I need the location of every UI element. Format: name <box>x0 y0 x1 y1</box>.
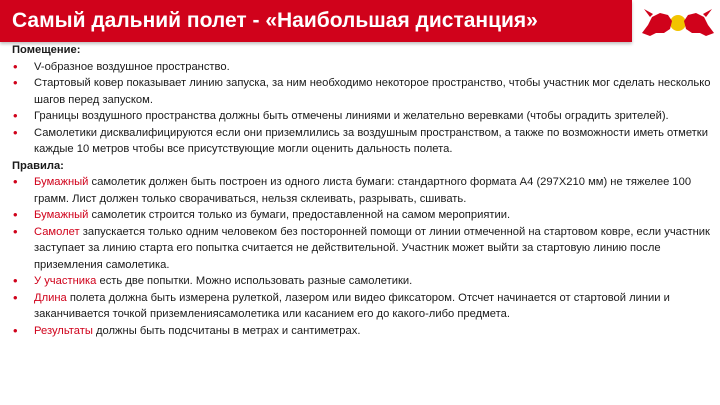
premises-item <box>12 108 712 125</box>
title-bar <box>0 0 632 42</box>
bullet-icon: • <box>13 207 18 222</box>
rules-heading: Правила: <box>12 159 64 172</box>
rules-item-keyword: Результаты <box>34 324 93 337</box>
premises-list <box>12 59 712 158</box>
premises-item-text: V-образное воздушное пространство. <box>34 60 230 73</box>
bullet-icon: • <box>13 75 18 90</box>
rules-item <box>12 207 712 224</box>
bullet-icon: • <box>13 124 18 140</box>
premises-item-text: Границы воздушного пространства должны быть отмечены линиями и желательно веревками (чтобы оградить зрителей). <box>34 110 669 122</box>
rules-list <box>12 174 712 339</box>
bullet-icon: • <box>13 273 18 288</box>
rules-item-text: полета должна быть измерена рулеткой, лазером или видео фиксатором. Отсчет начинается от стартовой линии и заканчивается точкой приземлениясамолетика или касанием его до какого-либо предмета. <box>34 291 670 320</box>
bullet-icon: • <box>13 58 18 74</box>
rules-item-text: должны быть подсчитаны в метрах и сантиметрах. <box>92 324 361 337</box>
premises-item-text: Стартовый ковер показывает линию запуска, за ним необходимо некоторое пространство, чтобы участник мог сделать несколько шагов перед запуском. <box>34 77 711 106</box>
rules-item-text: самолетик должен быть построен из одного листа бумаги: стандартного формата А4 (297Х210 мм) не тяжелее 100 грамм. Лист должен только сворачиваться, нельзя склеивать, разрывать, сшивать. <box>34 176 692 205</box>
rules-item-keyword: Бумажный <box>34 209 89 221</box>
rules-item <box>12 273 712 290</box>
rules-item-text: самолетик строится только из бумаги, предоставленной на самом мероприятии. <box>88 209 511 221</box>
rules-item-keyword: Самолет <box>34 225 80 238</box>
rules-item <box>12 323 712 340</box>
premises-item-text: Самолетики дисквалифицируются если они приземлились за воздушным пространством, а также по возможности иметь отметки каждые 10 метров чтобы все присутствующие могли оценить дальность полета. <box>34 126 708 155</box>
slide-title: Самый дальний полет - «Наибольшая дистанция» <box>12 9 538 32</box>
rules-item <box>12 174 712 207</box>
rules-item-keyword: Бумажный <box>34 176 89 188</box>
rules-item-keyword: У участника <box>34 275 97 287</box>
premises-heading: Помещение: <box>12 44 81 56</box>
red-bull-logo-icon <box>640 3 716 43</box>
premises-item <box>12 59 712 76</box>
rules-item-text: запускается только одним человеком без посторонней помощи от линии отмеченной на стартовом ковре, если участник заступает за линию старта его попытка считается не действительной. Участник может выйти за стартовую линию после приземления самолетика. <box>34 225 710 271</box>
rules-item-keyword: Длина <box>34 291 67 304</box>
premises-item <box>12 125 712 158</box>
bullet-icon: • <box>13 108 18 123</box>
premises-item <box>12 75 712 108</box>
bullet-icon: • <box>13 174 18 189</box>
bullet-icon: • <box>13 322 18 338</box>
rules-item-text: есть две попытки. Можно использовать разные самолетики. <box>96 275 413 287</box>
bullet-icon: • <box>13 289 18 305</box>
bullet-icon: • <box>13 223 18 239</box>
rules-item <box>12 290 712 323</box>
rules-item <box>12 224 712 274</box>
slide-content <box>12 42 712 339</box>
